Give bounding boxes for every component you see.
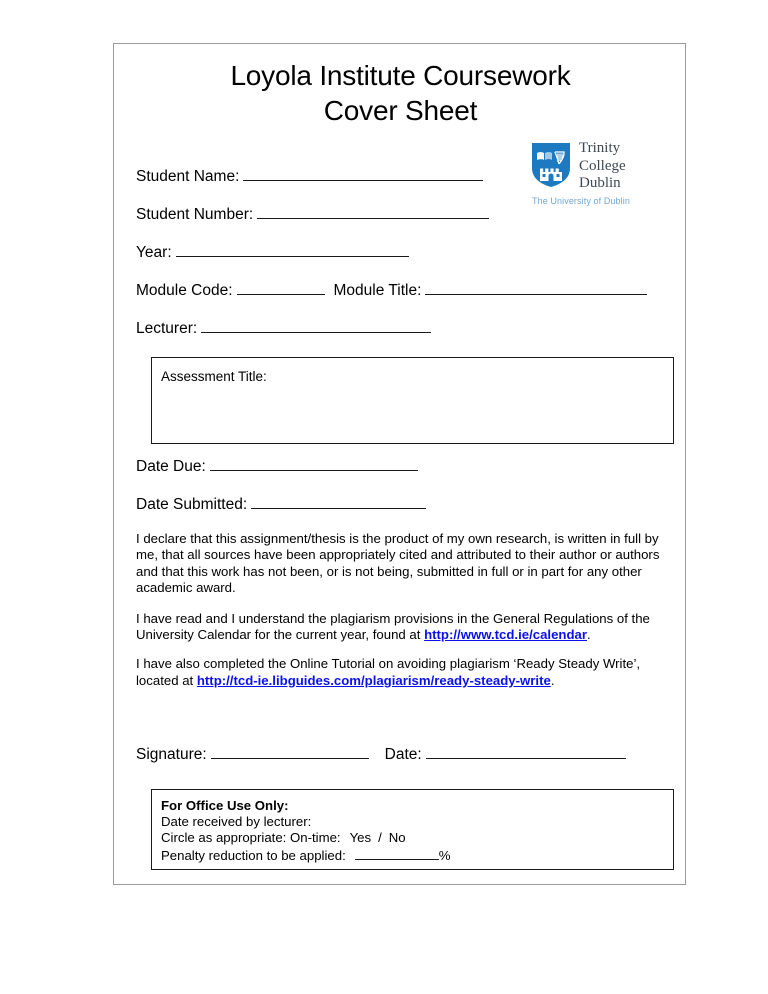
student-name-input[interactable] — [243, 166, 483, 181]
trinity-logo-tagline: The University of Dublin — [532, 196, 630, 206]
module-code-input[interactable] — [237, 280, 325, 295]
module-code-label: Module Code: — [136, 282, 233, 299]
signature-date-input[interactable] — [426, 744, 626, 759]
tcd-calendar-link[interactable]: http://www.tcd.ie/calendar — [424, 627, 587, 643]
office-use-heading: For Office Use Only: — [161, 798, 289, 813]
field-row-lecturer — [136, 318, 676, 338]
submission-dates-form — [136, 456, 676, 532]
office-penalty-row — [161, 847, 673, 864]
assessment-title-box[interactable] — [151, 357, 674, 444]
office-option-no[interactable]: No — [388, 830, 406, 846]
office-penalty-label: Penalty reduction to be applied: — [161, 847, 346, 863]
trinity-logo-line-2: College — [579, 157, 626, 174]
page-content — [125, 44, 676, 886]
student-number-input[interactable] — [257, 204, 489, 219]
field-row-student-number — [136, 204, 676, 224]
penalty-reduction-input[interactable] — [355, 847, 439, 860]
office-use-box — [151, 789, 674, 870]
signature-input[interactable] — [211, 744, 369, 759]
signature-label: Signature: — [136, 746, 207, 763]
year-input[interactable] — [176, 242, 409, 257]
year-label: Year: — [136, 244, 172, 261]
declaration-paragraph-2 — [136, 611, 683, 644]
office-circle-label: Circle as appropriate: On-time: — [161, 830, 341, 846]
field-row-year — [136, 242, 676, 262]
field-row-date-due — [136, 456, 676, 476]
date-submitted-label: Date Submitted: — [136, 496, 248, 513]
page-title-line-2: Cover Sheet — [323, 95, 478, 126]
trinity-logo-line-1: Trinity — [579, 140, 621, 156]
plagiarism-text-before-link: I have read and I understand the plagiarism provisions in the General Regulations of the University Calendar for the current year, found at — [136, 610, 650, 643]
signature-row — [136, 744, 628, 764]
ready-steady-write-link[interactable]: http://tcd-ie.libguides.com/plagiarism/ready-steady-write — [196, 672, 551, 688]
field-row-date-submitted — [136, 494, 676, 514]
page-title-line-1: Loyola Institute Coursework — [230, 60, 571, 91]
lecturer-input[interactable] — [201, 318, 431, 333]
tutorial-text-after-link: . — [550, 672, 555, 688]
declaration-paragraph-3 — [136, 656, 683, 689]
trinity-logo-line-3: Dublin — [579, 175, 621, 191]
date-due-input[interactable] — [210, 456, 418, 471]
lecturer-label: Lecturer: — [136, 320, 198, 337]
declaration-section — [136, 531, 683, 703]
module-title-label: Module Title: — [333, 282, 422, 299]
office-date-received-label: Date received by lecturer: — [161, 814, 312, 830]
office-option-yes[interactable]: Yes — [349, 830, 372, 846]
student-details-form — [136, 166, 676, 356]
assessment-title-label: Assessment Title: — [161, 369, 267, 384]
module-title-input[interactable] — [425, 280, 647, 295]
declaration-paragraph-1: I declare that this assignment/thesis is the product of my own research, is written in full by me, that all sources have been appropriately cited and attributed to their author or authors and that this work has not been, or is not being, submitted in full or in part for any other academic award. — [136, 531, 660, 596]
office-ontime-row — [161, 830, 673, 846]
date-due-label: Date Due: — [136, 458, 206, 475]
page-title — [125, 44, 676, 128]
field-row-student-name — [136, 166, 676, 186]
date-submitted-input[interactable] — [251, 494, 426, 509]
signature-date-label: Date: — [384, 746, 422, 763]
tutorial-text-before-link: I have also completed the Online Tutorial on avoiding plagiarism ‘Ready Steady Write’, located at — [136, 656, 641, 688]
student-number-label: Student Number: — [136, 206, 254, 223]
penalty-percent-symbol: % — [438, 847, 451, 863]
document-page — [113, 43, 686, 885]
student-name-label: Student Name: — [136, 168, 240, 185]
field-row-module — [136, 280, 676, 300]
plagiarism-text-after-link: . — [587, 627, 591, 643]
office-option-separator: / — [378, 830, 382, 846]
